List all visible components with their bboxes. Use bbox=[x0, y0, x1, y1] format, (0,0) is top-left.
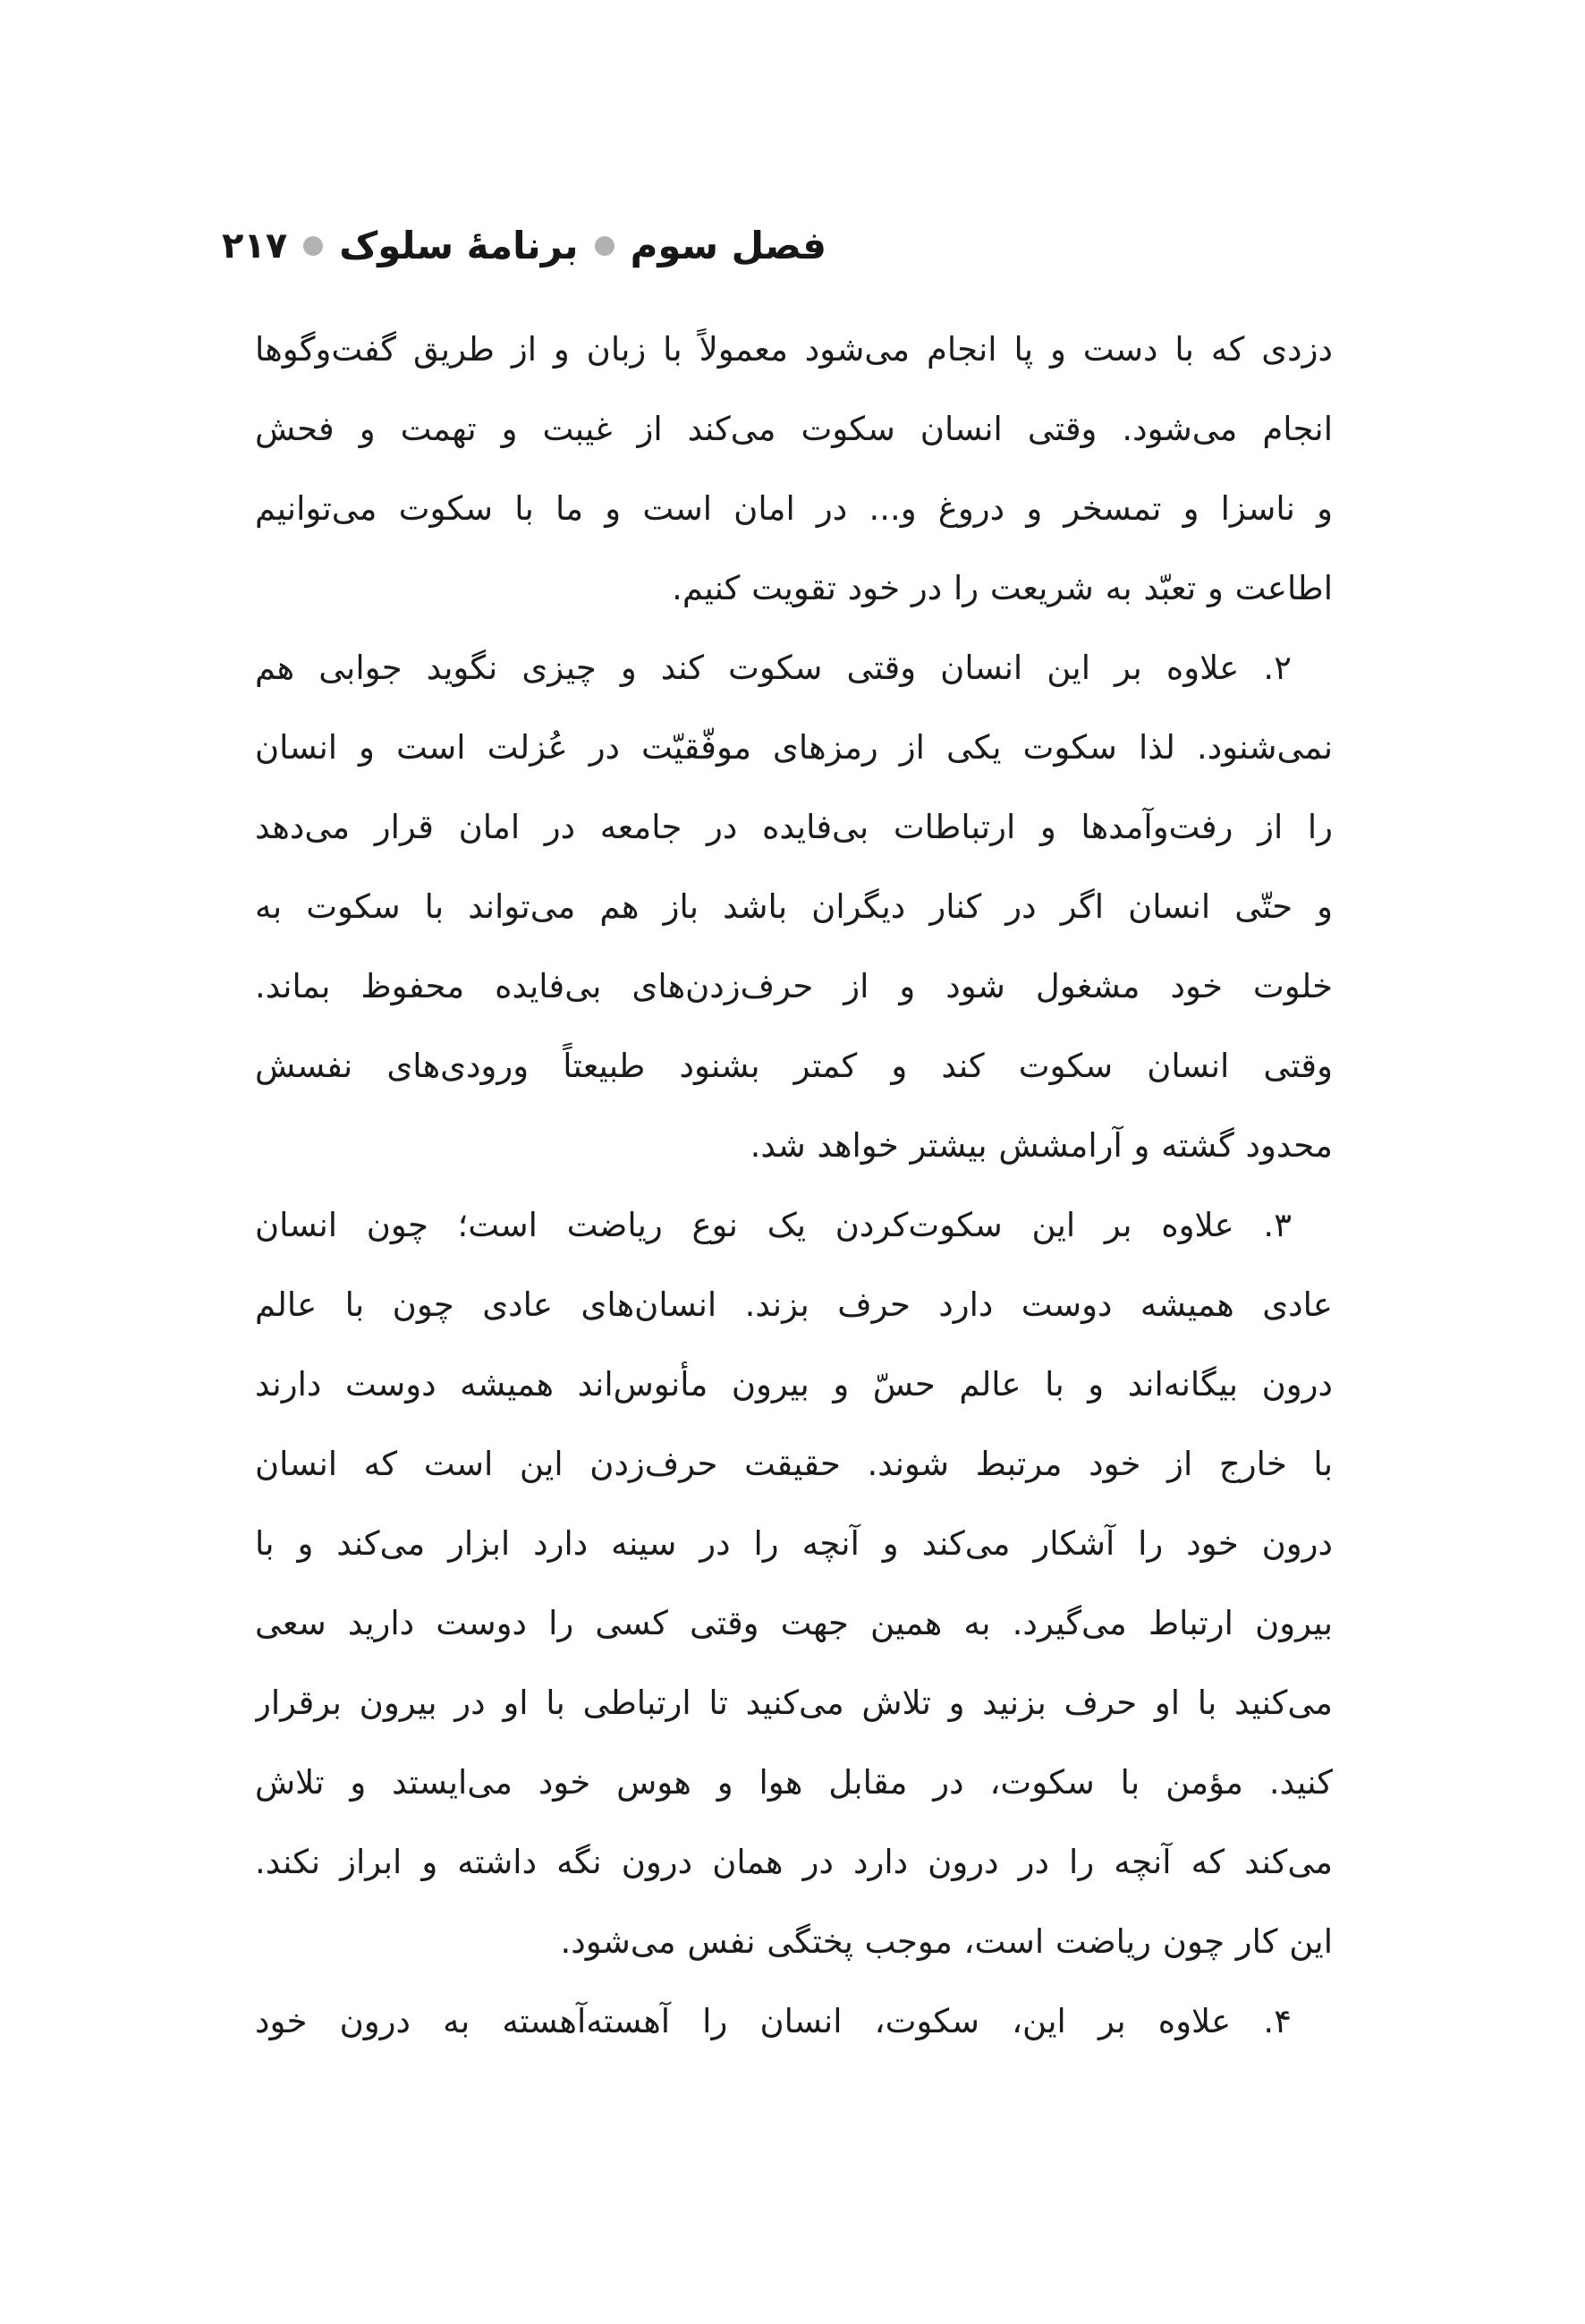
body-text bbox=[255, 310, 1333, 2061]
text-line: ۴. علاوه بر این، سکوت، انسان را آهسته‌آهسته به درون خود bbox=[255, 2002, 1292, 2040]
text-line: را از رفت‌وآمدها و ارتباطات بی‌فایده در جامعه در امان قرار می‌دهد bbox=[255, 808, 1333, 846]
text-line: انجام می‌شود. وقتی انسان سکوت می‌کند از غیبت و تهمت و فحش bbox=[255, 410, 1333, 448]
text-line: ۳. علاوه بر این سکوت‌کردن یک نوع ریاضت است؛ چون انسان bbox=[255, 1206, 1292, 1244]
text-line: می‌کنید با او حرف بزنید و تلاش می‌کنید تا ارتباطی با او در بیرون برقرار bbox=[255, 1684, 1333, 1722]
text-line: عادی همیشه دوست دارد حرف بزند. انسان‌های عادی چون با عالم bbox=[255, 1285, 1333, 1324]
chapter-title: فصل سوم bbox=[630, 224, 826, 267]
text-line: و ناسزا و تمسخر و دروغ و... در امان است و ما با سکوت می‌توانیم bbox=[255, 489, 1333, 528]
text-line: اطاعت و تعبّد به شریعت را در خود تقویت کنیم. bbox=[672, 569, 1333, 607]
text-line: درون بیگانه‌اند و با عالم حسّ و بیرون مأنوس‌اند همیشه دوست دارند bbox=[255, 1365, 1333, 1404]
text-line: می‌کند که آنچه را در درون دارد در همان درون نگه داشته و ابراز نکند. bbox=[255, 1843, 1333, 1881]
text-line: بیرون ارتباط می‌گیرد. به همین جهت وقتی کسی را دوست دارید سعی bbox=[255, 1604, 1333, 1642]
separator-dot bbox=[303, 236, 323, 256]
text-line: ۲. علاوه بر این انسان وقتی سکوت کند و چیزی نگوید جوابی هم bbox=[255, 649, 1292, 687]
book-title: برنامهٔ سلوک bbox=[339, 224, 579, 267]
text-line: و حتّی انسان اگر در کنار دیگران باشد باز هم می‌تواند با سکوت به bbox=[255, 887, 1333, 926]
text-line: با خارج از خود مرتبط شوند. حقیقت حرف‌زدن این است که انسان bbox=[255, 1445, 1333, 1483]
text-line: درون خود را آشکار می‌کند و آنچه را در سینه دارد ابزار می‌کند و با bbox=[255, 1524, 1333, 1563]
text-line: کنید. مؤمن با سکوت، در مقابل هوا و هوس خود می‌ایستد و تلاش bbox=[255, 1763, 1333, 1802]
text-line: محدود گشته و آرامشش بیشتر خواهد شد. bbox=[750, 1126, 1333, 1165]
page-number: ۲۱۷ bbox=[222, 225, 288, 267]
text-line: این کار چون ریاضت است، موجب پختگی نفس می‌شود. bbox=[560, 1922, 1333, 1961]
running-head bbox=[222, 224, 826, 267]
text-line: دزدی که با دست و پا انجام می‌شود معمولاً با زبان و از طریق گفت‌وگوها bbox=[255, 330, 1333, 369]
text-line: خلوت خود مشغول شود و از حرف‌زدن‌های بی‌فایده محفوظ بماند. bbox=[255, 967, 1333, 1005]
text-line: وقتی انسان سکوت کند و کمتر بشنود طبیعتاً ورودی‌های نفسش bbox=[255, 1047, 1333, 1085]
separator-dot bbox=[595, 236, 615, 256]
text-line: نمی‌شنود. لذا سکوت یکی از رمزهای موفّقیّت در عُزلت است و انسان bbox=[255, 728, 1333, 767]
